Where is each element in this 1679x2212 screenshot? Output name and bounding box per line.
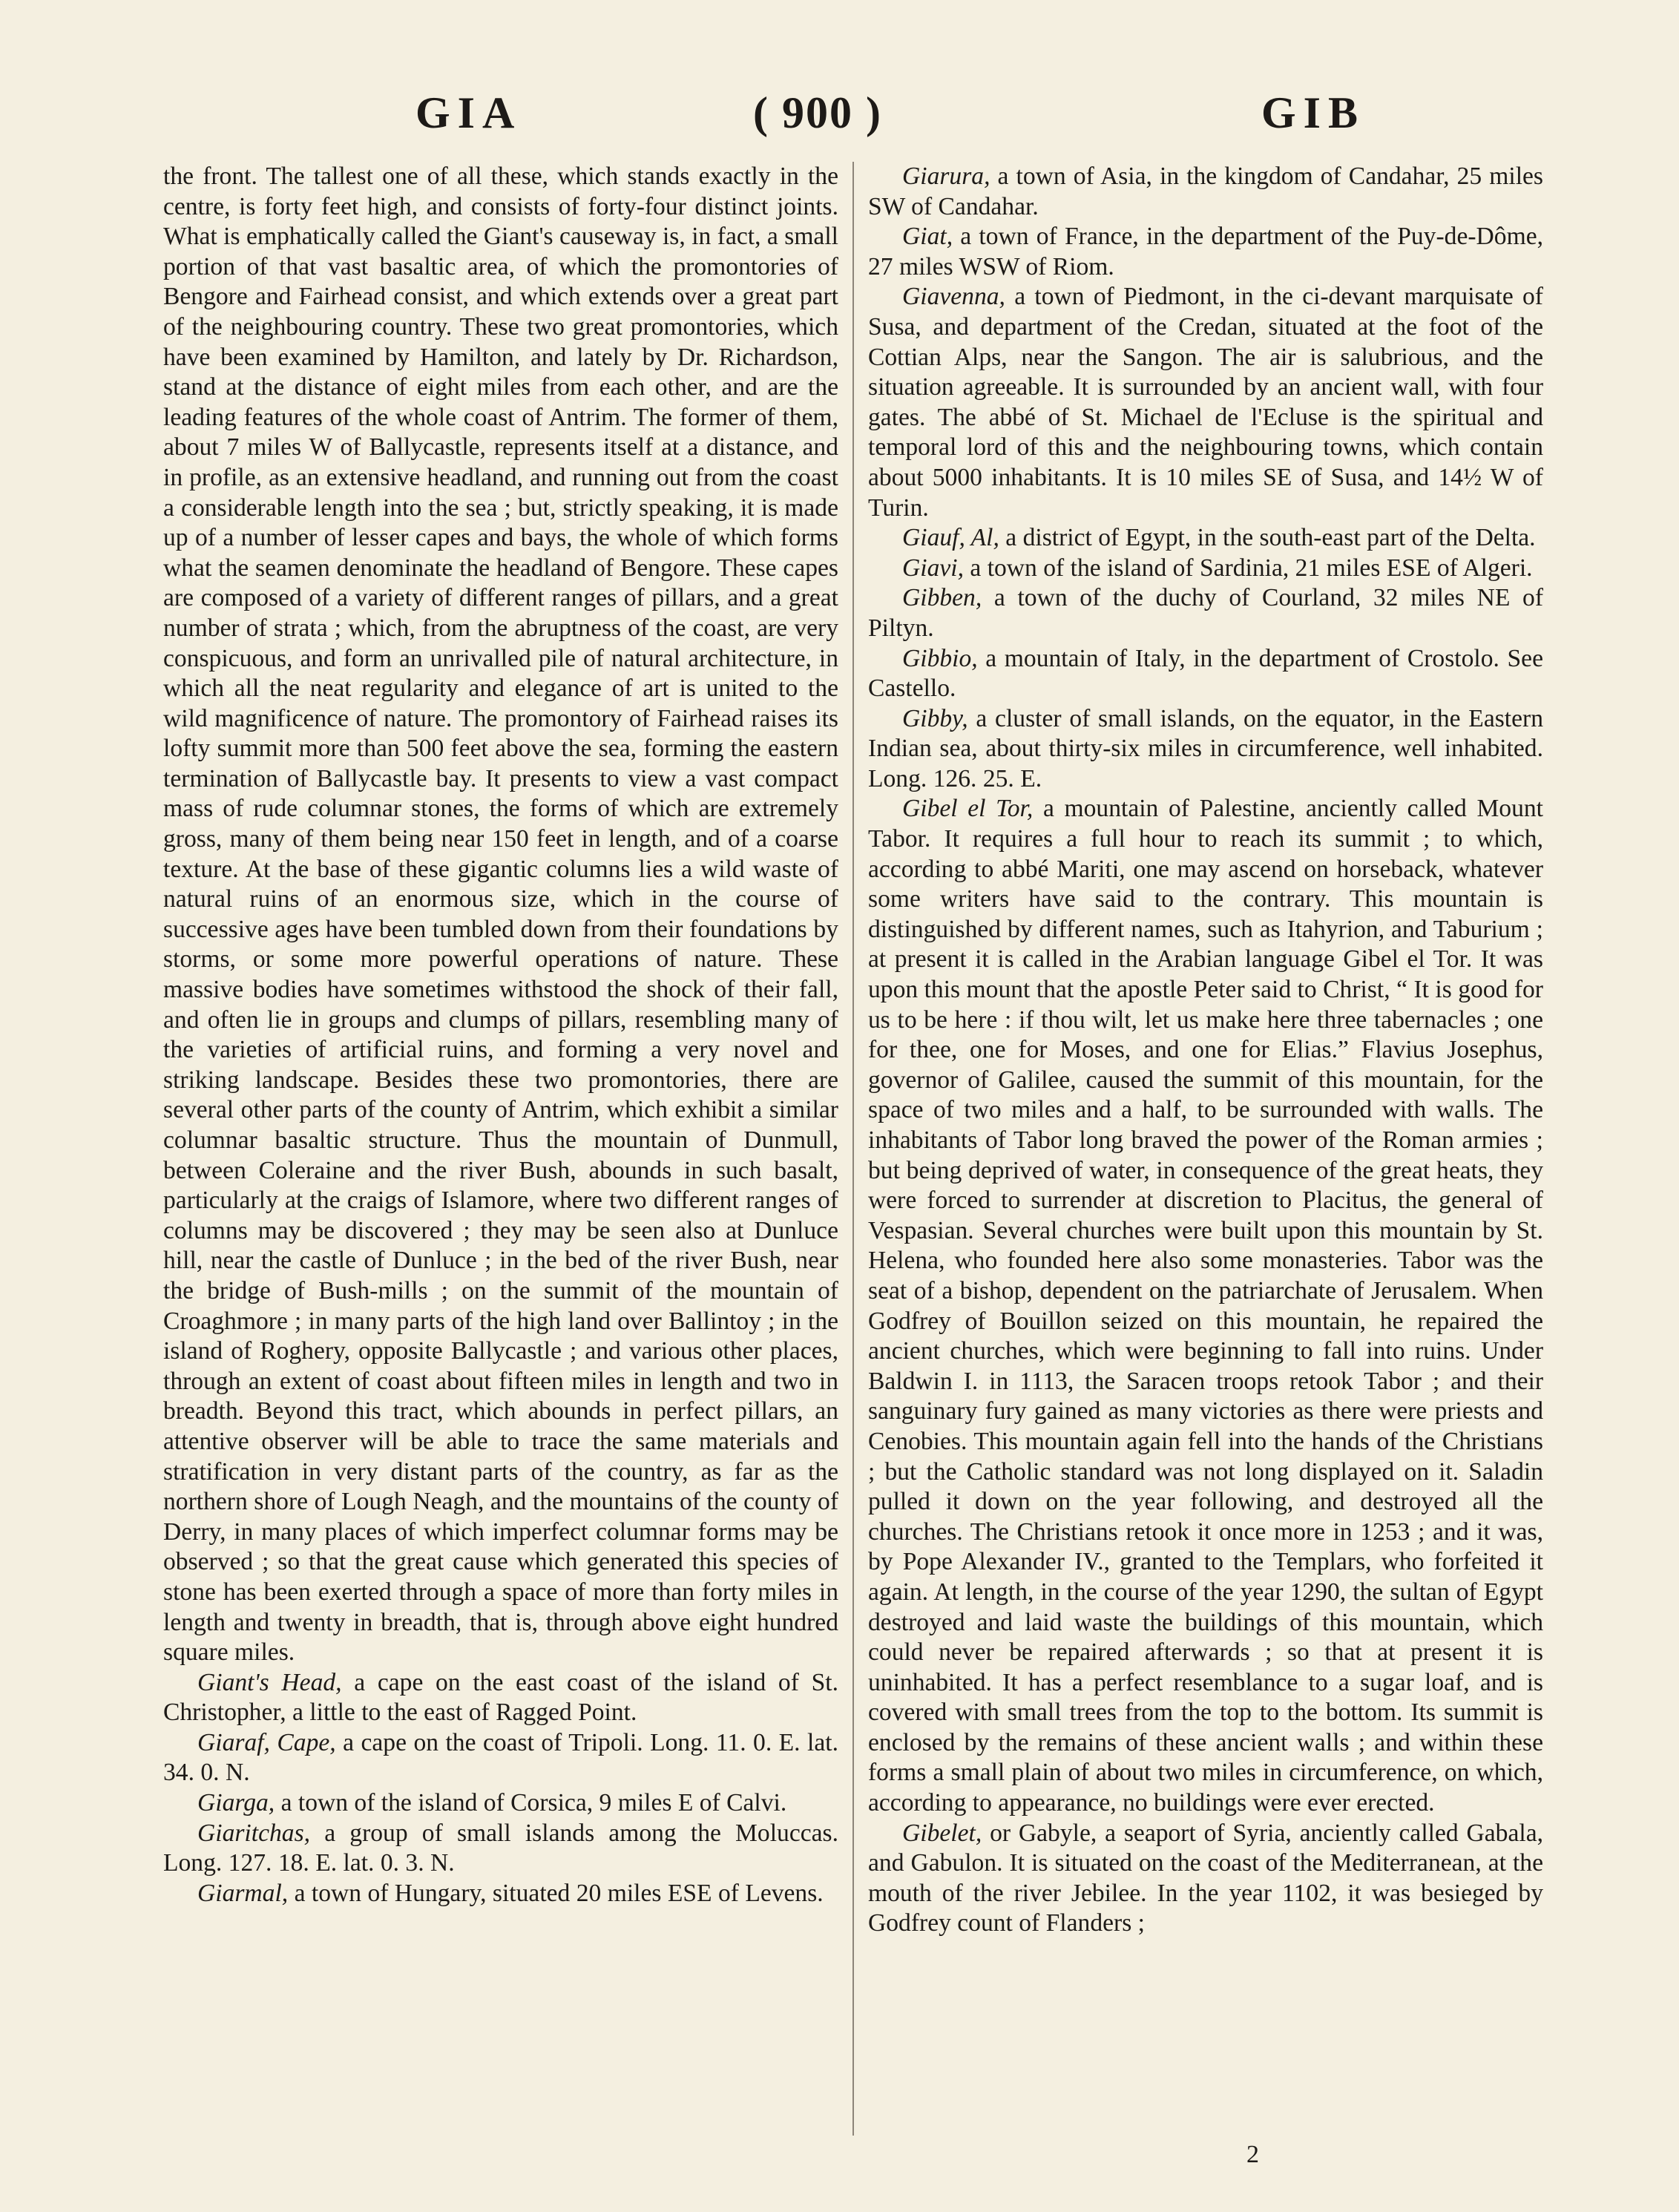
- entry-term: Giarmal,: [197, 1879, 289, 1907]
- entry-term: Giavi,: [902, 554, 964, 582]
- entry-text: a cluster of small islands, on the equator, in the Eastern Indian sea, about thirty-six miles in circumference, well inhabited. Long. 126. 25. E.: [868, 704, 1543, 792]
- page-number: ( 900 ): [753, 88, 882, 137]
- entry-term: Giauf, Al,: [902, 524, 999, 552]
- entry-giaraf: [163, 1728, 838, 1788]
- header-left: GIA: [415, 88, 522, 137]
- entry-term: Giarura,: [902, 163, 990, 190]
- entry-giarga: [163, 1788, 838, 1819]
- entry-giarmal: [163, 1879, 838, 1909]
- entry-giauf: [868, 523, 1543, 554]
- entry-text: a mountain of Palestine, anciently called Mount Tabor. It requires a full hour to reach its summit ; to which, according to abbé Mariti, one may ascend on horseback, whatever some writers have said to the contrary. This mountain is distinguished by different names, such as Itahyrion, and Taburium ; at present it is called in the Arabian language Gibel el Tor. It was upon this mount that the apostle Peter said to Christ, “ It is good for us to be here : if thou wilt, let us make here three tabernacles ; one for thee, one for Moses, and one for Elias.” Flavius Josephus, governor of Galilee, caused the summit of this mountain, for the space of two miles and a half, to be surrounded with walls. The inhabitants of Tabor long braved the power of the Roman armies ; but being deprived of water, in consequence of the great heats, they were forced to surrender at discretion to Placitus, the general of Vespasian. Several churches were built upon this mountain by St. Helena, who founded here also some monasteries. Tabor was the seat of a bishop, dependent on the patriarchate of Jerusalem. When Godfrey of Bouillon seized on this mountain, he repaired the ancient churches, which were beginning to fall into ruins. Under Baldwin I. in 1113, the Saracen troops retook Tabor ; and their sanguinary fury gained as many victories as there were priests and Cenobies. This mountain again fell into the hands of the Christians ; but the Catholic standard was not long displayed on it. Saladin pulled it down on the year following, and destroyed all the churches. The Christians retook it once more in 1253 ; and it was, by Pope Alexander IV., granted to the Templars, who forfeited it again. At length, in the course of the year 1290, the sultan of Egypt destroyed and laid waste the buildings of this mountain, which could never be repaired afterwards ; so that at present it is uninhabited. It has a perfect resemblance to a sugar loaf, and is covered with small trees from the top to the bottom. Its summit is enclosed by the remains of these ancient walls ; and within these forms a small plain of about two miles in circumference, on which, according to appearance, no buildings were ever erected.: [868, 795, 1543, 1817]
- entry-giants-head: [163, 1668, 838, 1728]
- entry-text: a cape on the east coast of the island of St. Christopher, a little to the east of Ragged Point.: [163, 1668, 838, 1727]
- entry-text: a town of the island of Corsica, 9 miles E of Calvi.: [275, 1789, 787, 1817]
- entry-gibben: [868, 583, 1543, 643]
- entry-gibbio: [868, 644, 1543, 704]
- entry-giaritchas: [163, 1819, 838, 1879]
- entry-term: Giarga,: [197, 1789, 275, 1817]
- entry-term: Gibel el Tor,: [902, 795, 1034, 823]
- entry-term: Giavenna,: [902, 283, 1005, 311]
- continuation-paragraph: the front. The tallest one of all these, which stands exactly in the centre, is forty feet high, and consists of forty-four distinct joints. What is emphatically called the Giant's causeway is, in fact, a small portion of that vast basaltic area, of which the promontories of Bengore and Fairhead consist, and which extends over a great part of the neighbouring country. These two great promontories, which have been examined by Hamilton, and lately by Dr. Richardson, stand at the distance of eight miles from each other, and are the leading features of the whole coast of Antrim. The former of them, about 7 miles W of Ballycastle, represents itself at a distance, and in profile, as an extensive headland, and running out from the coast a considerable length into the sea ; but, strictly speaking, it is made up of a number of lesser capes and bays, the whole of which forms what the seamen denominate the headland of Bengore. These capes are composed of a variety of different ranges of pillars, and a great number of strata ; which, from the abruptness of the coast, are very conspicuous, and form an unrivalled pile of natural architecture, in which all the neat regularity and elegance of art is united to the wild magnificence of nature. The promontory of Fairhead raises its lofty summit more than 500 feet above the sea, forming the eastern termination of Ballycastle bay. It presents to view a vast compact mass of rude columnar stones, the forms of which are extremely gross, many of them being near 150 feet in length, and of a coarse texture. At the base of these gigantic columns lies a wild waste of natural ruins of an enormous size, which in the course of successive ages have been tumbled down from their foundations by storms, or some more powerful operations of nature. These massive bodies have sometimes withstood the shock of their fall, and often lie in groups and clumps of pillars, resembling many of the varieties of artificial ruins, and forming a very novel and striking landscape. Besides these two promontories, there are several other parts of the county of Antrim, which exhibit a similar columnar basaltic structure. Thus the mountain of Dunmull, between Coleraine and the river Bush, abounds in such basalt, particularly at the craigs of Islamore, where two different ranges of columns may be discovered ; they may be seen also at Dunluce hill, near the castle of Dunluce ; in the bed of the river Bush, near the bridge of Bush-mills ; on the summit of the mountain of Croaghmore ; in many parts of the high land over Ballintoy ; in the island of Roghery, opposite Ballycastle ; and various other places, through an extent of coast about fifteen miles in length and two in breadth. Beyond this tract, which abounds in perfect pillars, an attentive observer will be able to trace the same materials and stratification in very distant parts of the country, as far as the northern shore of Lough Neagh, and the mountains of the county of Derry, in many places of which imperfect columnar forms may be observed ; so that the great cause which generated this species of stone has been exerted through a space of more than forty miles in length and twenty in breadth, that is, through above eight hundred square miles.: [163, 163, 838, 1667]
- entry-text: a town of the duchy of Courland, 32 miles NE of Piltyn.: [868, 584, 1543, 642]
- entry-text: a town of Asia, in the kingdom of Candahar, 25 miles SW of Candahar.: [868, 163, 1543, 220]
- entry-term: Gibben,: [902, 584, 982, 612]
- entry-giat: [868, 222, 1543, 282]
- signature-mark: 2: [1246, 2141, 1259, 2168]
- entry-term: Giaraf, Cape,: [197, 1728, 336, 1756]
- entry-text: a group of small islands among the Moluccas. Long. 127. 18. E. lat. 0. 3. N.: [163, 1819, 838, 1877]
- entry-giavi: [868, 554, 1543, 584]
- entry-term: Giat,: [902, 223, 953, 251]
- entry-text: a town of France, in the department of the Puy-de-Dôme, 27 miles WSW of Riom.: [868, 223, 1543, 280]
- entry-gibel-el-tor: [868, 794, 1543, 1818]
- entry-text: or Gabyle, a seaport of Syria, anciently called Gabala, and Gabulon. It is situated on the coast of the Mediterranean, at the mouth of the river Jebilee. In the year 1102, it was besieged by Godfrey count of Flanders ;: [868, 1819, 1543, 1937]
- entry-term: Gibbio,: [902, 644, 978, 672]
- entry-giarura: [868, 162, 1543, 222]
- entry-text: a town of Hungary, situated 20 miles ESE of Levens.: [288, 1879, 824, 1907]
- entry-text: a town of Piedmont, in the ci-devant marquisate of Susa, and department of the Credan, situated at the foot of the Cottian Alps, near the Sangon. The air is salubrious, and the situation agreeable. It is surrounded by an ancient wall, with four gates. The abbé of St. Michael de l'Ecluse is the spiritual and temporal lord of this and the neighbouring towns, which contain about 5000 inhabitants. It is 10 miles SE of Susa, and 14½ W of Turin.: [868, 283, 1543, 522]
- entry-text: a town of the island of Sardinia, 21 miles ESE of Algeri.: [964, 554, 1533, 582]
- entry-term: Gibelet,: [902, 1819, 982, 1847]
- entry-text: a cape on the coast of Tripoli. Long. 11. 0. E. lat. 34. 0. N.: [163, 1728, 838, 1787]
- entry-term: Gibby,: [902, 704, 968, 732]
- left-column: [163, 162, 838, 2165]
- entry-term: Giant's Head,: [197, 1668, 342, 1696]
- header-right: GIB: [1261, 88, 1366, 137]
- entry-text: a district of Egypt, in the south-east part of the Delta.: [999, 524, 1536, 552]
- entry-gibby: [868, 704, 1543, 795]
- entry-gibelet: [868, 1819, 1543, 1939]
- running-header: [148, 88, 1531, 147]
- entry-term: Giaritchas,: [197, 1819, 311, 1847]
- entry-giavenna: [868, 282, 1543, 523]
- column-divider: [852, 162, 854, 2136]
- entry-text: a mountain of Italy, in the department of Crostolo. See Castello.: [868, 644, 1543, 703]
- right-column: [868, 162, 1543, 2165]
